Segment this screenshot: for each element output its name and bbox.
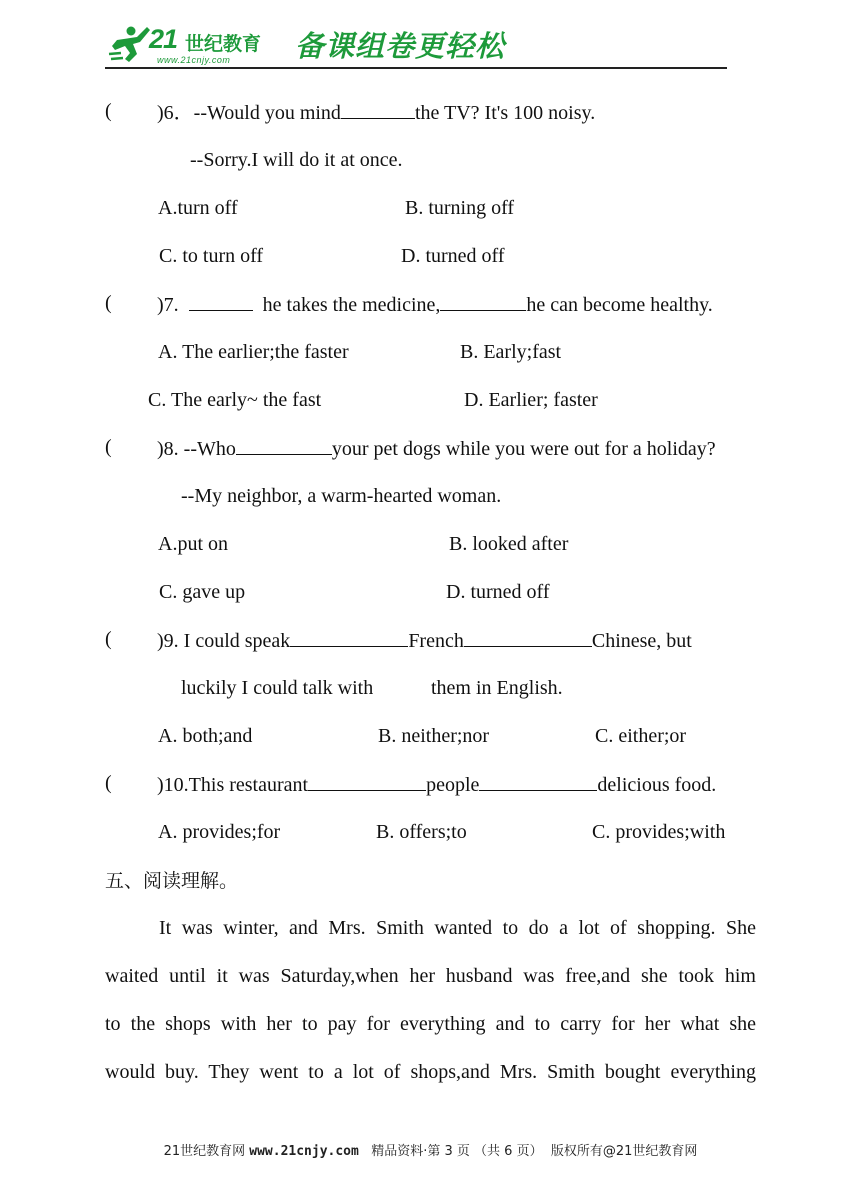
answer-blank[interactable]: [341, 100, 415, 119]
answer-blank[interactable]: [479, 772, 597, 791]
answer-blank[interactable]: [236, 436, 332, 455]
footer-url[interactable]: www.21cnjy.com: [249, 1144, 359, 1159]
option-c: C. either;or: [595, 725, 687, 747]
option-b: B. looked after: [449, 533, 569, 555]
stem-part: the TV? It's 100 noisy.: [414, 102, 596, 124]
question-stem: [157, 628, 692, 653]
stem-part: 9. I could speak: [163, 630, 291, 652]
stem-part: 7.: [163, 294, 179, 316]
passage-line: to the shops with her to pay for everything and to carry for her what she: [105, 1013, 756, 1035]
footer-rights: 版权所有@21世纪教育网: [550, 1144, 698, 1159]
option-b: B. neither;nor: [378, 725, 490, 747]
answer-blank[interactable]: [290, 628, 408, 647]
footer-site: 21世纪教育网: [163, 1144, 246, 1159]
header-divider: [105, 67, 727, 69]
option-d: D. Earlier; faster: [464, 389, 598, 411]
answer-paren-close: ): [157, 294, 164, 316]
option-c: C. The early~ the fast: [148, 389, 322, 411]
question-stem: [157, 772, 716, 797]
stem-part: delicious food.: [597, 774, 717, 796]
logo-url: www.21cnjy.com: [157, 55, 231, 65]
answer-paren-open: (: [105, 100, 112, 122]
passage-line: waited until it was Saturday,when her husband was free,and she took him: [105, 965, 756, 987]
question-stem: [157, 436, 716, 461]
stem-part: people: [426, 774, 480, 796]
page-footer: [0, 1140, 861, 1159]
question-line-2b: them in English.: [431, 677, 563, 699]
option-c: C. provides;with: [592, 821, 726, 843]
logo-name: 世纪教育: [185, 33, 262, 55]
option-b: B. Early;fast: [460, 341, 562, 363]
answer-blank[interactable]: [440, 292, 526, 311]
option-a: A.turn off: [158, 197, 238, 219]
option-d: D. turned off: [446, 581, 550, 603]
footer-page-info: 精品资料·第 3 页 （共 6 页）: [371, 1144, 543, 1159]
option-c: C. to turn off: [159, 245, 264, 267]
option-b: B. offers;to: [376, 821, 467, 843]
answer-paren-open: (: [105, 436, 112, 458]
stem-part: 6．--Would you mind: [163, 102, 341, 124]
question-reply: --My neighbor, a warm-hearted woman.: [181, 485, 502, 507]
stem-part: French: [408, 630, 464, 652]
page-header: [105, 22, 727, 72]
option-d: D. turned off: [401, 245, 505, 267]
answer-paren-open: (: [105, 772, 112, 794]
answer-paren-close: ): [157, 630, 164, 652]
passage-line: would buy. They went to a lot of shops,and Mrs. Smith bought everything: [105, 1061, 756, 1083]
passage-line: It was winter, and Mrs. Smith wanted to do a lot of shopping. She: [159, 917, 756, 939]
answer-paren-close: ): [157, 774, 164, 796]
stem-part: he takes the medicine,: [262, 294, 441, 316]
stem-part: 8. --Who: [163, 438, 236, 460]
option-b: B. turning off: [405, 197, 515, 219]
logo-number: 21: [149, 24, 178, 54]
option-a: A.put on: [158, 533, 228, 555]
question-line-2a: luckily I could talk with: [181, 677, 374, 699]
answer-blank[interactable]: [308, 772, 426, 791]
stem-part: 10.This restaurant: [163, 774, 309, 796]
answer-paren-close: ): [157, 102, 164, 124]
option-a: A. both;and: [158, 725, 253, 747]
question-stem: [157, 100, 595, 125]
header-slogan: 备课组卷更轻松: [295, 29, 506, 63]
answer-paren-open: (: [105, 292, 112, 314]
answer-paren-open: (: [105, 628, 112, 650]
stem-part: Chinese, but: [591, 630, 692, 652]
answer-blank[interactable]: [464, 628, 592, 647]
option-a: A. provides;for: [158, 821, 281, 843]
option-c: C. gave up: [159, 581, 246, 603]
answer-blank[interactable]: [189, 292, 253, 311]
stem-part: he can become healthy.: [526, 294, 713, 316]
section-title: 五、阅读理解。: [105, 870, 239, 892]
answer-paren-close: ): [157, 438, 164, 460]
question-stem: [157, 292, 713, 317]
question-reply: --Sorry.I will do it at once.: [190, 149, 403, 171]
runner-logo-icon: [107, 24, 153, 64]
option-a: A. The earlier;the faster: [158, 341, 349, 363]
stem-part: your pet dogs while you were out for a holiday?: [331, 438, 716, 460]
